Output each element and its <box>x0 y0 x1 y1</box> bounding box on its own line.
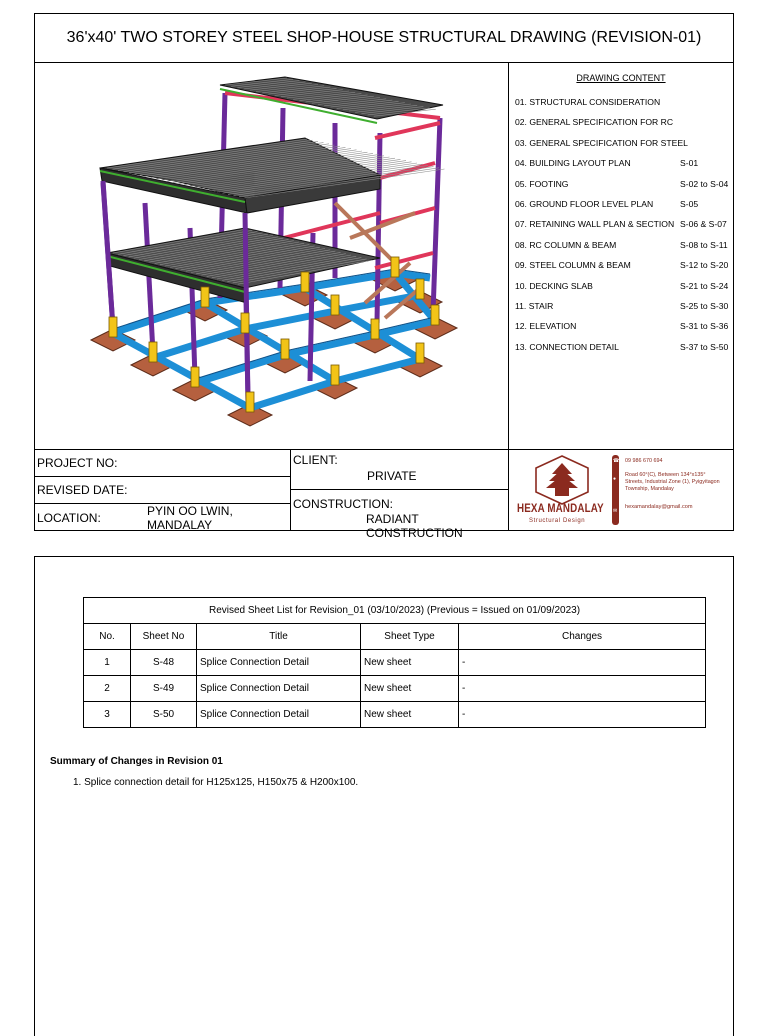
client-cell <box>291 450 508 490</box>
contact-bar <box>612 455 619 525</box>
location-pin-icon: ● <box>613 476 617 482</box>
column-header: Changes <box>459 624 706 650</box>
revised-date-row: REVISED DATE: <box>35 477 291 504</box>
list-item: 09. STEEL COLUMN & BEAM S-12 to S-20 <box>515 260 729 271</box>
drawing-title: 36'x40' TWO STOREY STEEL SHOP-HOUSE STRUCTURAL DRAWING (REVISION-01) <box>35 14 733 63</box>
table-row <box>84 702 706 728</box>
location-row <box>35 504 291 531</box>
phone-icon: ☎ <box>613 458 620 464</box>
list-item: 08. RC COLUMN & BEAM S-08 to S-11 <box>515 239 728 250</box>
revision-table <box>83 597 706 728</box>
list-item: 04. BUILDING LAYOUT PLAN S-01 <box>515 158 699 169</box>
company-address-1: Road 60°(C), Between 134°x135° <box>625 472 706 478</box>
location-label: LOCATION: <box>37 510 101 525</box>
summary-item: 1. Splice connection detail for H125x125, H150x75 & H200x100. <box>73 777 359 788</box>
column-header: Sheet No <box>131 624 197 650</box>
cell-no: 1 <box>84 650 131 676</box>
construction-cell <box>291 490 508 540</box>
client-label: CLIENT: <box>293 453 338 467</box>
hexa-mandalay-logo-icon <box>527 454 597 506</box>
cell-no: 2 <box>84 676 131 702</box>
cell-changes: - <box>459 676 706 702</box>
list-item: 06. GROUND FLOOR LEVEL PLAN S-05 <box>515 198 699 209</box>
project-no-row: PROJECT NO: <box>35 450 291 477</box>
steel-frame-illustration <box>35 63 508 448</box>
company-email: hexamandalay@gmail.com <box>625 504 693 510</box>
cell-changes: - <box>459 650 706 676</box>
cell-sheet-no: S-50 <box>131 702 197 728</box>
table-header-row <box>84 624 706 650</box>
drawing-content-heading: DRAWING CONTENT <box>576 73 666 83</box>
column-header: Title <box>197 624 361 650</box>
list-item: 12. ELEVATION S-31 to S-36 <box>515 321 729 332</box>
drawing-content-panel <box>509 63 733 449</box>
summary-title: Summary of Changes in Revision 01 <box>50 756 223 767</box>
column-header: No. <box>84 624 131 650</box>
email-icon: ✉ <box>613 508 618 514</box>
list-item: 03. GENERAL SPECIFICATION FOR STEEL <box>515 137 688 148</box>
cell-changes: - <box>459 702 706 728</box>
cell-title: Splice Connection Detail <box>197 702 361 728</box>
structure-3d-drawing <box>35 63 509 449</box>
company-address-3: Township, Mandalay <box>625 486 674 492</box>
company-block <box>509 450 733 531</box>
cell-sheet-no: S-48 <box>131 650 197 676</box>
list-item: 01. STRUCTURAL CONSIDERATION <box>515 97 661 107</box>
company-address-2: Streets, Industrial Zone (1), Pyigyitagon <box>625 479 720 485</box>
cell-sheet-type: New sheet <box>361 702 459 728</box>
table-row <box>84 650 706 676</box>
location-value: PYIN OO LWIN, MANDALAY <box>147 503 233 532</box>
cell-sheet-type: New sheet <box>361 650 459 676</box>
cell-no: 3 <box>84 702 131 728</box>
revision-sheet <box>34 556 734 1036</box>
cover-sheet <box>34 13 734 540</box>
project-info <box>35 450 291 531</box>
drawing-content-list <box>515 97 729 362</box>
client-value: PRIVATE <box>367 469 417 483</box>
cell-sheet-no: S-49 <box>131 676 197 702</box>
list-item: 10. DECKING SLAB S-21 to S-24 <box>515 280 729 291</box>
table-row <box>84 676 706 702</box>
cell-sheet-type: New sheet <box>361 676 459 702</box>
company-phone: 09 986 670 694 <box>625 458 663 464</box>
list-item: 11. STAIR S-25 to S-30 <box>515 300 729 311</box>
construction-value: RADIANT CONSTRUCTION <box>366 512 463 540</box>
list-item: 13. CONNECTION DETAIL S-37 to S-50 <box>515 341 729 352</box>
title-block <box>35 449 733 540</box>
list-item: 05. FOOTING S-02 to S-04 <box>515 178 729 189</box>
revision-table-caption: Revised Sheet List for Revision_01 (03/10/2023) (Previous = Issued on 01/09/2023) <box>84 598 706 624</box>
company-name: HEXA MANDALAY <box>517 503 604 515</box>
list-item: 07. RETAINING WALL PLAN & SECTION S-06 & S-07 <box>515 219 727 230</box>
cell-title: Splice Connection Detail <box>197 676 361 702</box>
construction-label: CONSTRUCTION: <box>293 497 393 511</box>
list-item: 02. GENERAL SPECIFICATION FOR RC <box>515 117 674 128</box>
company-tagline: Structural Design <box>529 518 586 524</box>
client-info <box>291 450 509 540</box>
cell-title: Splice Connection Detail <box>197 650 361 676</box>
column-header: Sheet Type <box>361 624 459 650</box>
